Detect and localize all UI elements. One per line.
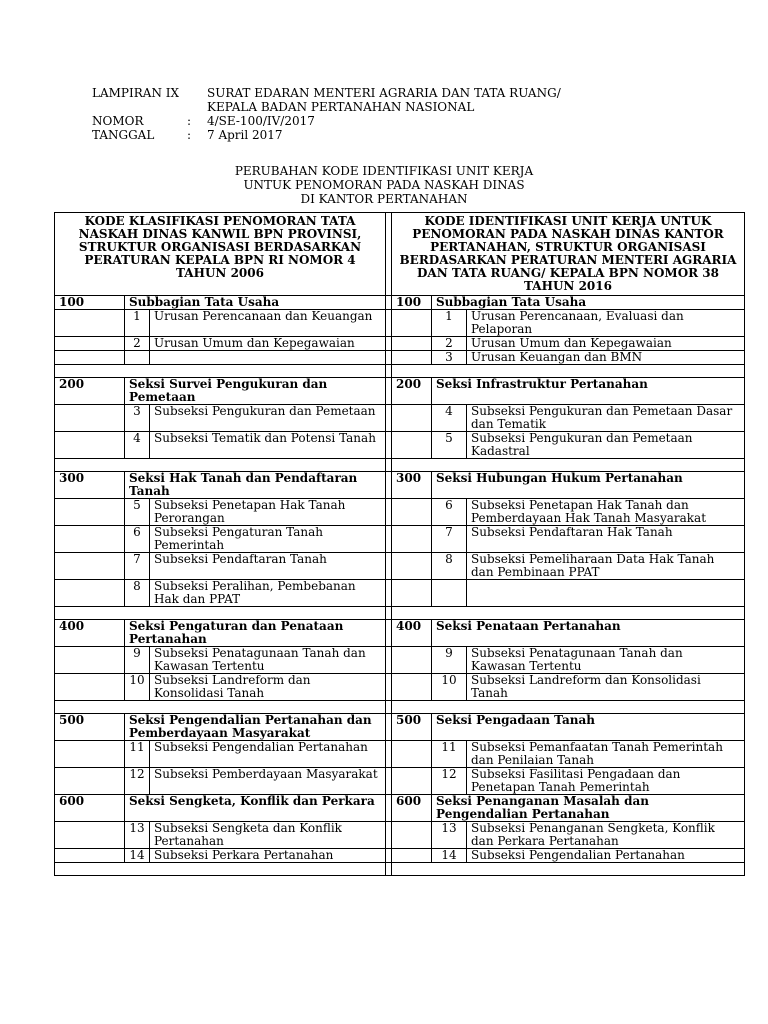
header-key: LAMPIRAN IX: [92, 86, 180, 100]
spacer-cell: [55, 863, 386, 876]
spacer-cell: [392, 701, 745, 714]
spacer-cell: [392, 863, 745, 876]
left-section-code: 600: [55, 795, 125, 822]
left-section-code: 400: [55, 620, 125, 647]
header-value: KEPALA BADAN PERTANAHAN NASIONAL: [207, 100, 475, 114]
right-section-code: 500: [392, 714, 432, 741]
spacer-row: [55, 863, 745, 876]
left-code-blank: [55, 647, 125, 674]
left-section-title: Seksi Survei Pengukuran dan Pemetaan: [125, 378, 386, 405]
left-code-blank: [55, 849, 125, 863]
left-column-header: KODE KLASIFIKASI PENOMORAN TATA NASKAH DINAS KANWIL BPN PROVINSI, STRUKTUR ORGANISASI BERDASARKAN PERATURAN KEPALA BPN RI NOMOR 4 TAHUN 2006: [55, 213, 386, 296]
right-item-number: 9: [432, 647, 467, 674]
right-code-blank: [392, 674, 432, 701]
left-section-code: 500: [55, 714, 125, 741]
left-item-number: 12: [125, 768, 150, 795]
right-section-title: Seksi Pengadaan Tanah: [432, 714, 745, 741]
left-item-number: 11: [125, 741, 150, 768]
left-section-code: 100: [55, 296, 125, 310]
table-row: [55, 849, 745, 863]
right-item-number: 5: [432, 432, 467, 459]
left-item-number: 1: [125, 310, 150, 337]
left-item-number: 6: [125, 526, 150, 553]
right-code-blank: [392, 741, 432, 768]
header-row: [92, 114, 561, 128]
left-item-name: Urusan Umum dan Kepegawaian: [150, 337, 386, 351]
left-item-number: 2: [125, 337, 150, 351]
right-item-number: 13: [432, 822, 467, 849]
right-code-blank: [392, 499, 432, 526]
left-item-name: Subseksi Sengketa dan Konflik Pertanahan: [150, 822, 386, 849]
right-section-code: 300: [392, 472, 432, 499]
left-item-name: Subseksi Landreform dan Konsolidasi Tanah: [150, 674, 386, 701]
right-item-name: Subseksi Pengukuran dan Pemetaan Dasar dan Tematik: [467, 405, 745, 432]
right-item-name: Subseksi Landreform dan Konsolidasi Tanah: [467, 674, 745, 701]
left-section-title: Seksi Hak Tanah dan Pendaftaran Tanah: [125, 472, 386, 499]
left-item-name: [150, 351, 386, 365]
right-code-blank: [392, 647, 432, 674]
table-row: [55, 768, 745, 795]
spacer-row: [55, 365, 745, 378]
table-header-row: [55, 213, 745, 296]
table-row: [55, 310, 745, 337]
right-item-name: Subseksi Pemanfaatan Tanah Pemerintah dan Penilaian Tanah: [467, 741, 745, 768]
left-code-blank: [55, 499, 125, 526]
spacer-cell: [55, 701, 386, 714]
left-section-title: Seksi Sengketa, Konflik dan Perkara: [125, 795, 386, 822]
left-item-name: Subseksi Pengaturan Tanah Pemerintah: [150, 526, 386, 553]
left-item-name: Subseksi Penetapan Hak Tanah Perorangan: [150, 499, 386, 526]
spacer-cell: [392, 607, 745, 620]
right-item-name: Subseksi Penatagunaan Tanah dan Kawasan Tertentu: [467, 647, 745, 674]
table-row: [55, 499, 745, 526]
left-item-number: 7: [125, 553, 150, 580]
left-item-name: Subseksi Pengukuran dan Pemetaan: [150, 405, 386, 432]
left-item-name: Subseksi Penatagunaan Tanah dan Kawasan Tertentu: [150, 647, 386, 674]
left-code-blank: [55, 337, 125, 351]
left-code-blank: [55, 580, 125, 607]
left-section-title: Seksi Pengaturan dan Penataan Pertanahan: [125, 620, 386, 647]
right-code-blank: [392, 768, 432, 795]
right-item-number: 7: [432, 526, 467, 553]
left-code-blank: [55, 405, 125, 432]
right-item-name: Subseksi Fasilitasi Pengadaan dan Penetapan Tanah Pemerintah: [467, 768, 745, 795]
left-item-number: 3: [125, 405, 150, 432]
header-key: TANGGAL: [92, 128, 155, 142]
right-code-blank: [392, 849, 432, 863]
right-item-number: 8: [432, 553, 467, 580]
right-code-blank: [392, 351, 432, 365]
left-section-title: Subbagian Tata Usaha: [125, 296, 386, 310]
left-item-number: 8: [125, 580, 150, 607]
spacer-row: [55, 459, 745, 472]
code-comparison-table: [54, 212, 745, 876]
left-section-title: Seksi Pengendalian Pertanahan dan Pemberdayaan Masyarakat: [125, 714, 386, 741]
spacer-cell: [392, 459, 745, 472]
right-item-number: 1: [432, 310, 467, 337]
left-item-number: 10: [125, 674, 150, 701]
table-row: [55, 526, 745, 553]
right-item-number: 2: [432, 337, 467, 351]
right-item-name: Subseksi Penetapan Hak Tanah dan Pemberdayaan Hak Tanah Masyarakat: [467, 499, 745, 526]
left-item-name: Urusan Perencanaan dan Keuangan: [150, 310, 386, 337]
right-column-header: KODE IDENTIFIKASI UNIT KERJA UNTUK PENOMORAN PADA NASKAH DINAS KANTOR PERTANAHAN, STRUKTUR ORGANISASI BERDASARKAN PERATURAN MENTERI AGRARIA DAN TATA RUANG/ KEPALA BPN NOMOR 38 TAHUN 2016: [392, 213, 745, 296]
right-section-title: Subbagian Tata Usaha: [432, 296, 745, 310]
right-section-title: Seksi Infrastruktur Pertanahan: [432, 378, 745, 405]
table-row: [55, 351, 745, 365]
right-code-blank: [392, 337, 432, 351]
right-item-name: Urusan Keuangan dan BMN: [467, 351, 745, 365]
right-item-name: Subseksi Pengendalian Pertanahan: [467, 849, 745, 863]
spacer-cell: [55, 365, 386, 378]
left-code-blank: [55, 553, 125, 580]
right-code-blank: [392, 822, 432, 849]
right-code-blank: [392, 405, 432, 432]
right-section-code: 600: [392, 795, 432, 822]
right-item-number: 11: [432, 741, 467, 768]
right-item-name: Subseksi Pemeliharaan Data Hak Tanah dan Pembinaan PPAT: [467, 553, 745, 580]
section-row: [55, 296, 745, 310]
left-item-name: Subseksi Pemberdayaan Masyarakat: [150, 768, 386, 795]
left-item-name: Subseksi Tematik dan Potensi Tanah: [150, 432, 386, 459]
right-item-name: Subseksi Pengukuran dan Pemetaan Kadastral: [467, 432, 745, 459]
table-row: [55, 337, 745, 351]
table-row: [55, 405, 745, 432]
spacer-row: [55, 701, 745, 714]
header-key: NOMOR: [92, 114, 144, 128]
section-row: [55, 620, 745, 647]
left-code-blank: [55, 768, 125, 795]
left-code-blank: [55, 351, 125, 365]
header-row: [92, 100, 561, 114]
table-row: [55, 432, 745, 459]
left-item-name: Subseksi Perkara Pertanahan: [150, 849, 386, 863]
right-section-title: Seksi Penanganan Masalah dan Pengendalian Pertanahan: [432, 795, 745, 822]
spacer-cell: [55, 459, 386, 472]
header-separator: :: [187, 128, 192, 142]
section-row: [55, 378, 745, 405]
document-title: [0, 164, 768, 206]
right-code-blank: [392, 526, 432, 553]
left-code-blank: [55, 432, 125, 459]
right-item-number: 14: [432, 849, 467, 863]
table-row: [55, 674, 745, 701]
left-item-number: 13: [125, 822, 150, 849]
spacer-cell: [392, 365, 745, 378]
left-code-blank: [55, 526, 125, 553]
title-line: PERUBAHAN KODE IDENTIFIKASI UNIT KERJA: [234, 164, 534, 178]
left-item-number: 14: [125, 849, 150, 863]
right-item-name: Urusan Perencanaan, Evaluasi dan Pelaporan: [467, 310, 745, 337]
left-code-blank: [55, 741, 125, 768]
table-row: [55, 647, 745, 674]
section-row: [55, 714, 745, 741]
spacer-row: [55, 607, 745, 620]
left-code-blank: [55, 674, 125, 701]
right-code-blank: [392, 310, 432, 337]
right-code-blank: [392, 580, 432, 607]
header-row: [92, 128, 561, 142]
header-key: [92, 100, 207, 114]
right-item-number: 6: [432, 499, 467, 526]
right-item-number: 10: [432, 674, 467, 701]
right-item-number: [432, 580, 467, 607]
table-row: [55, 580, 745, 607]
left-code-blank: [55, 822, 125, 849]
right-code-blank: [392, 553, 432, 580]
header-separator: :: [187, 114, 192, 128]
spacer-cell: [55, 607, 386, 620]
right-item-number: 3: [432, 351, 467, 365]
left-item-number: [125, 351, 150, 365]
right-section-code: 400: [392, 620, 432, 647]
header-value: SURAT EDARAN MENTERI AGRARIA DAN TATA RUANG/: [207, 86, 561, 100]
header-value: 7 April 2017: [207, 128, 283, 142]
right-code-blank: [392, 432, 432, 459]
right-section-title: Seksi Penataan Pertanahan: [432, 620, 745, 647]
title-line: UNTUK PENOMORAN PADA NASKAH DINAS: [243, 178, 525, 192]
right-section-code: 100: [392, 296, 432, 310]
title-line: DI KANTOR PERTANAHAN: [300, 192, 468, 206]
header-value: 4/SE-100/IV/2017: [207, 114, 315, 128]
section-row: [55, 472, 745, 499]
left-item-number: 5: [125, 499, 150, 526]
left-section-code: 200: [55, 378, 125, 405]
left-item-name: Subseksi Pengendalian Pertanahan: [150, 741, 386, 768]
left-section-code: 300: [55, 472, 125, 499]
left-item-name: Subseksi Pendaftaran Tanah: [150, 553, 386, 580]
right-item-number: 4: [432, 405, 467, 432]
right-section-code: 200: [392, 378, 432, 405]
right-section-title: Seksi Hubungan Hukum Pertanahan: [432, 472, 745, 499]
header-row: [92, 86, 561, 100]
left-code-blank: [55, 310, 125, 337]
right-item-number: 12: [432, 768, 467, 795]
left-item-number: 4: [125, 432, 150, 459]
table-row: [55, 741, 745, 768]
table-row: [55, 822, 745, 849]
letter-header: [92, 86, 561, 142]
section-row: [55, 795, 745, 822]
left-item-name: Subseksi Peralihan, Pembebanan Hak dan PPAT: [150, 580, 386, 607]
left-item-number: 9: [125, 647, 150, 674]
right-item-name: Subseksi Penanganan Sengketa, Konflik dan Perkara Pertanahan: [467, 822, 745, 849]
right-item-name: Urusan Umum dan Kepegawaian: [467, 337, 745, 351]
table-row: [55, 553, 745, 580]
right-item-name: [467, 580, 745, 607]
right-item-name: Subseksi Pendaftaran Hak Tanah: [467, 526, 745, 553]
